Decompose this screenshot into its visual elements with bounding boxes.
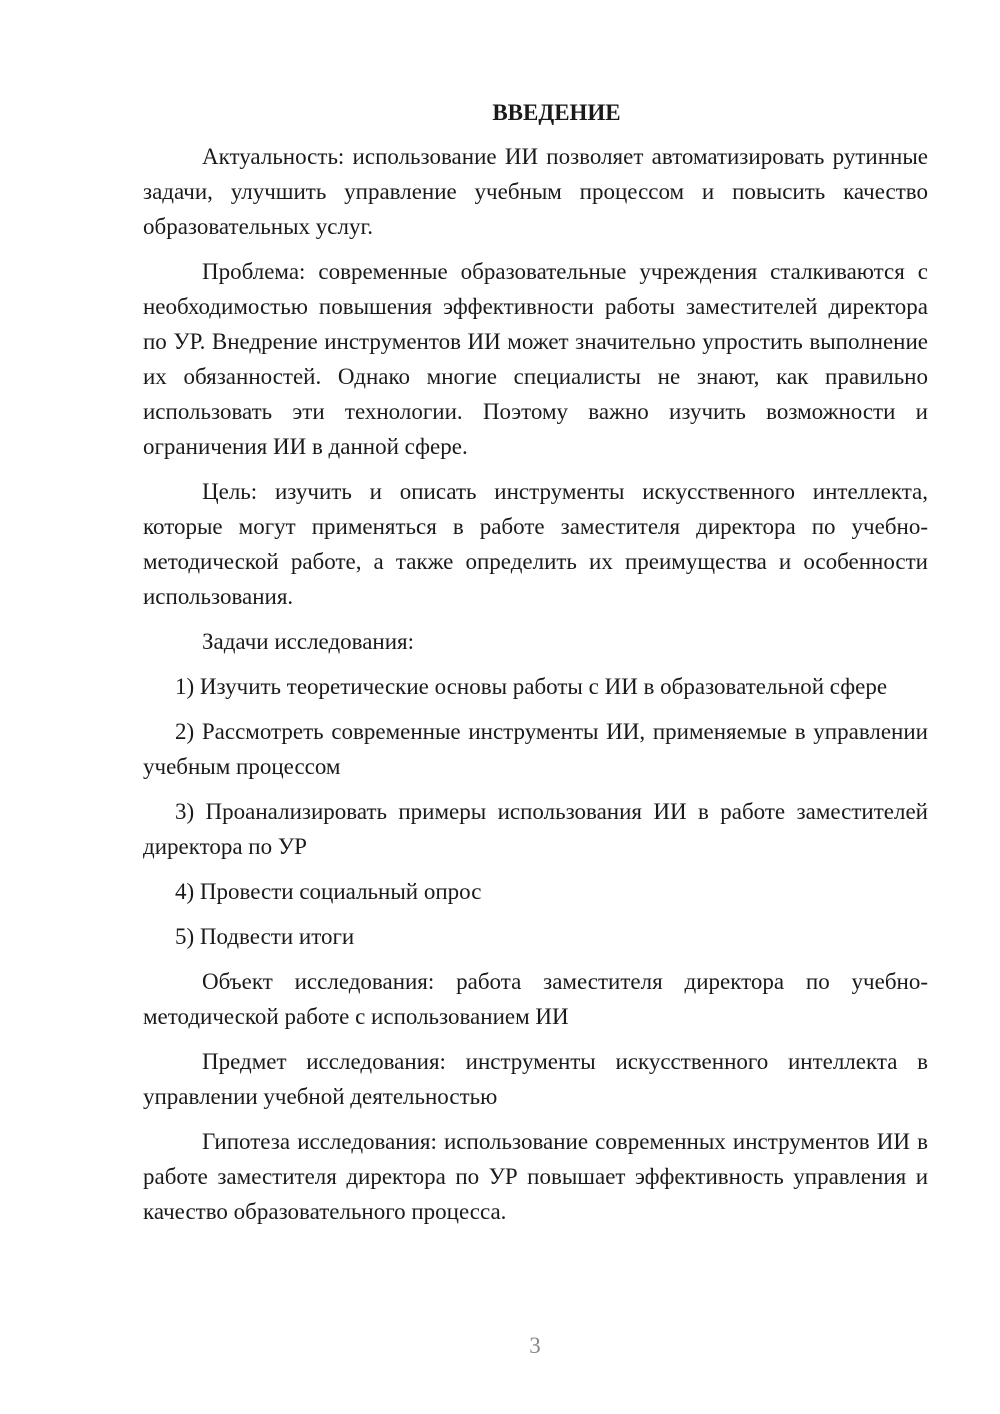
list-item: 1) Изучить теоретические основы работы с ИИ в образовательной сфере [175, 674, 888, 699]
paragraph-goal: Цель: изучить и описать инструменты искусственного интеллекта, которые могут применяться в работе заместителя директора по учебно-методической работе, а также определить их преимущества и особенности использования. [143, 479, 928, 609]
list-item: 4) Провести социальный опрос [175, 879, 482, 904]
paragraph-object: Объект исследования: работа заместителя директора по учебно-методической работе с использованием ИИ [143, 969, 928, 1029]
tasks-list [143, 669, 928, 954]
list-item: 2) Рассмотреть современные инструменты ИИ, применяемые в управлении учебным процессом [143, 719, 928, 779]
document-body [143, 95, 928, 1239]
tasks-heading: Задачи исследования: [202, 629, 415, 654]
paragraph-problem: Проблема: современные образовательные учреждения сталкиваются с необходимостью повышения эффективности работы заместителей директора по УР. Внедрение инструментов ИИ может значительно упростить выполнение их обязанностей. Однако многие специалисты не знают, как правильно использовать эти технологии. Поэтому важно изучить возможности и ограничения ИИ в данной сфере. [143, 259, 928, 459]
list-item: 3) Проанализировать примеры использования ИИ в работе заместителей директора по УР [143, 799, 928, 859]
paragraph-subject: Предмет исследования: инструменты искусственного интеллекта в управлении учебной деятельностью [143, 1049, 928, 1109]
page-number: 3 [529, 1333, 541, 1358]
paragraph-relevance: Актуальность: использование ИИ позволяет автоматизировать рутинные задачи, улучшить управление учебным процессом и повысить качество образовательных услуг. [143, 144, 928, 239]
list-item: 5) Подвести итоги [175, 924, 355, 949]
page-title: ВВЕДЕНИЕ [492, 100, 621, 125]
paragraph-hypothesis: Гипотеза исследования: использование современных инструментов ИИ в работе заместителя директора по УР повышает эффективность управления и качество образовательного процесса. [143, 1129, 928, 1224]
